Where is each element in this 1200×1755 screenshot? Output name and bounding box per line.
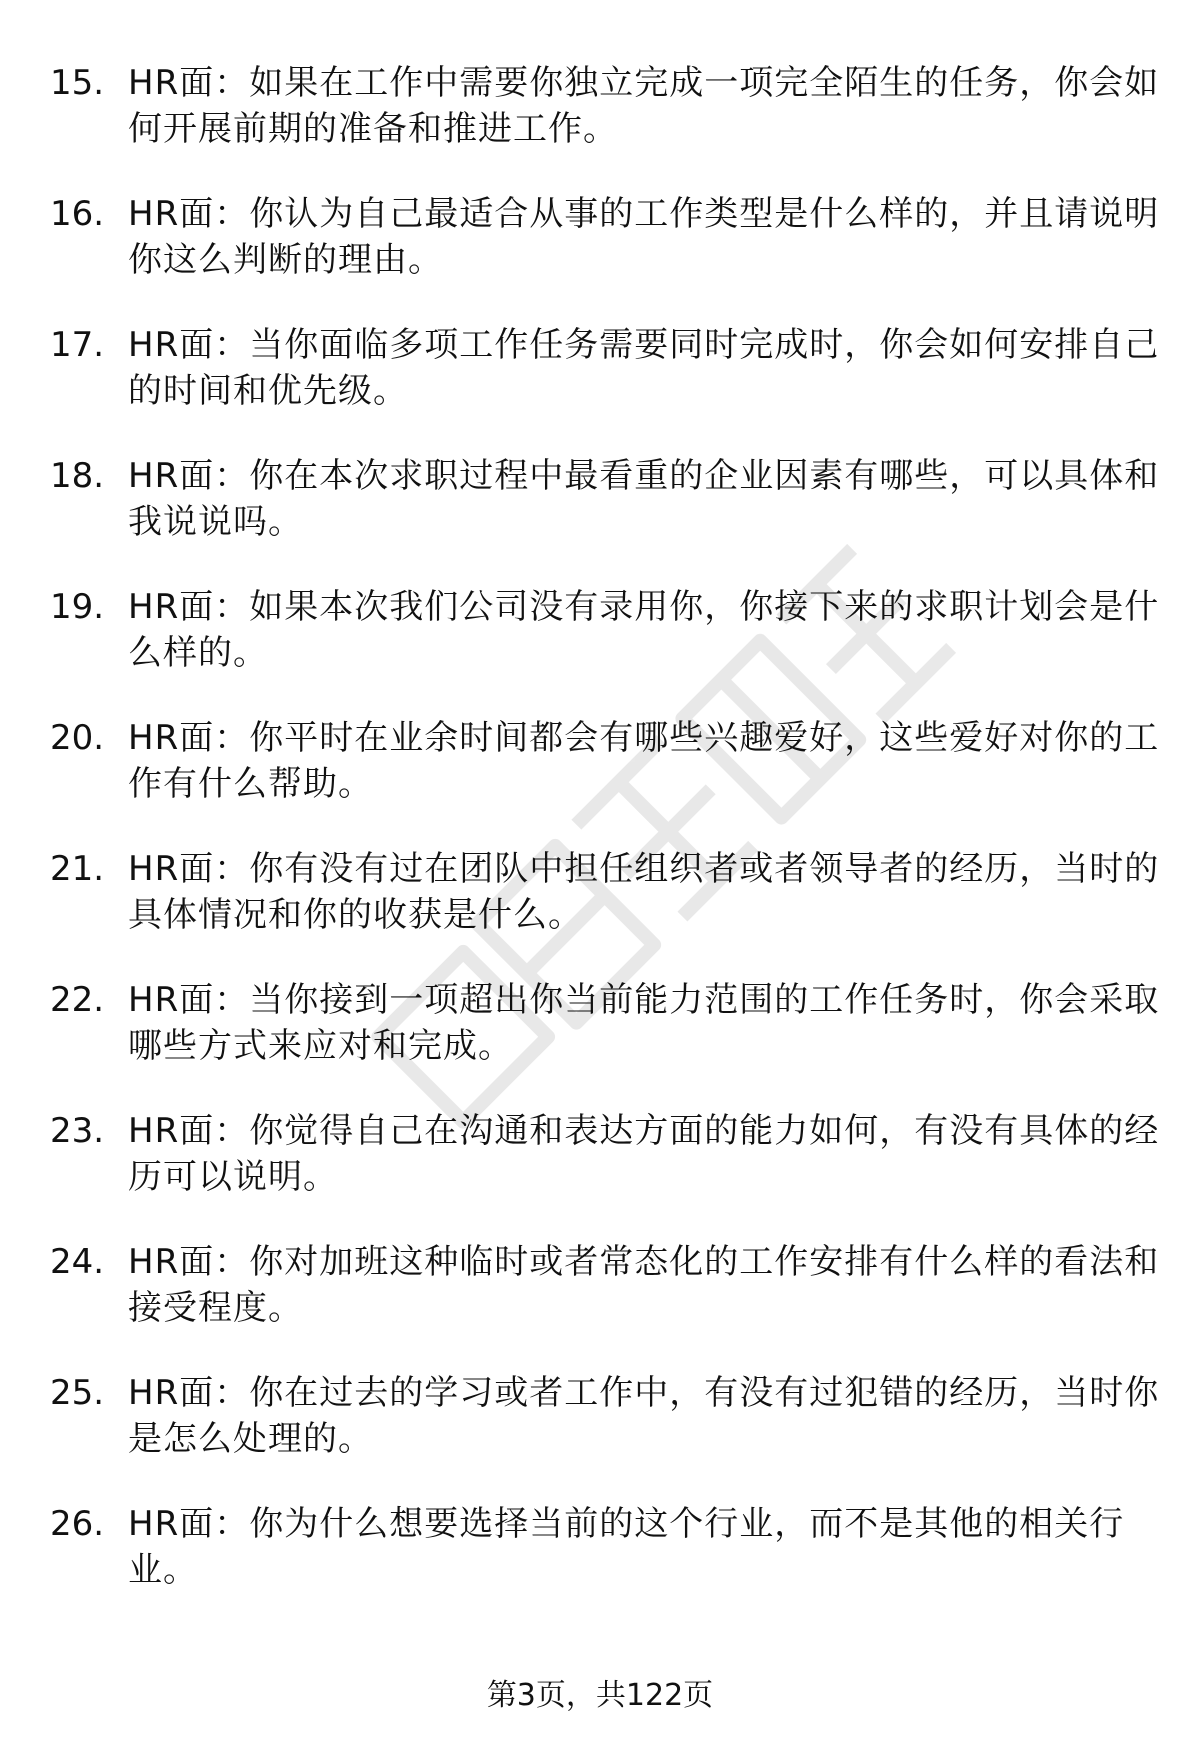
question-number: 24.	[50, 1242, 105, 1282]
question-text: HR面：你在本次求职过程中最看重的企业因素有哪些，可以具体和我说说吗。	[128, 456, 1160, 542]
question-item	[0, 1237, 1200, 1368]
question-text: HR面：你对加班这种临时或者常态化的工作安排有什么样的看法和接受程度。	[128, 1242, 1160, 1328]
question-item	[0, 189, 1200, 320]
question-item	[0, 451, 1200, 582]
question-number: 17.	[50, 325, 105, 365]
question-number: 19.	[50, 587, 105, 627]
question-item	[0, 975, 1200, 1106]
question-item	[0, 713, 1200, 844]
question-list	[0, 58, 1200, 1630]
question-item	[0, 320, 1200, 451]
question-item	[0, 1368, 1200, 1499]
question-item	[0, 844, 1200, 975]
question-item	[0, 1106, 1200, 1237]
question-text: HR面：你为什么想要选择当前的这个行业，而不是其他的相关行业。	[128, 1504, 1125, 1590]
question-number: 26.	[50, 1504, 105, 1544]
question-text: HR面：你觉得自己在沟通和表达方面的能力如何，有没有具体的经历可以说明。	[128, 1111, 1160, 1197]
question-item	[0, 1499, 1200, 1630]
question-item	[0, 58, 1200, 189]
question-text: HR面：你在过去的学习或者工作中，有没有过犯错的经历，当时你是怎么处理的。	[128, 1373, 1160, 1459]
question-number: 20.	[50, 718, 105, 758]
question-text: HR面：当你面临多项工作任务需要同时完成时，你会如何安排自己的时间和优先级。	[128, 325, 1160, 411]
question-text: HR面：如果本次我们公司没有录用你，你接下来的求职计划会是什么样的。	[128, 587, 1160, 673]
question-number: 18.	[50, 456, 105, 496]
question-item	[0, 582, 1200, 713]
question-text: HR面：你认为自己最适合从事的工作类型是什么样的，并且请说明你这么判断的理由。	[128, 194, 1160, 280]
question-number: 21.	[50, 849, 105, 889]
question-text: HR面：当你接到一项超出你当前能力范围的工作任务时，你会采取哪些方式来应对和完成。	[128, 980, 1160, 1066]
question-number: 16.	[50, 194, 105, 234]
question-text: HR面：如果在工作中需要你独立完成一项完全陌生的任务，你会如何开展前期的准备和推进工作。	[128, 63, 1160, 149]
question-number: 15.	[50, 63, 105, 103]
question-text: HR面：你有没有过在团队中担任组织者或者领导者的经历，当时的具体情况和你的收获是什么。	[128, 849, 1160, 935]
question-number: 22.	[50, 980, 105, 1020]
question-number: 23.	[50, 1111, 105, 1151]
question-text: HR面：你平时在业余时间都会有哪些兴趣爱好，这些爱好对你的工作有什么帮助。	[128, 718, 1160, 804]
question-number: 25.	[50, 1373, 105, 1413]
page-footer: 第3页，共122页	[486, 1678, 714, 1713]
